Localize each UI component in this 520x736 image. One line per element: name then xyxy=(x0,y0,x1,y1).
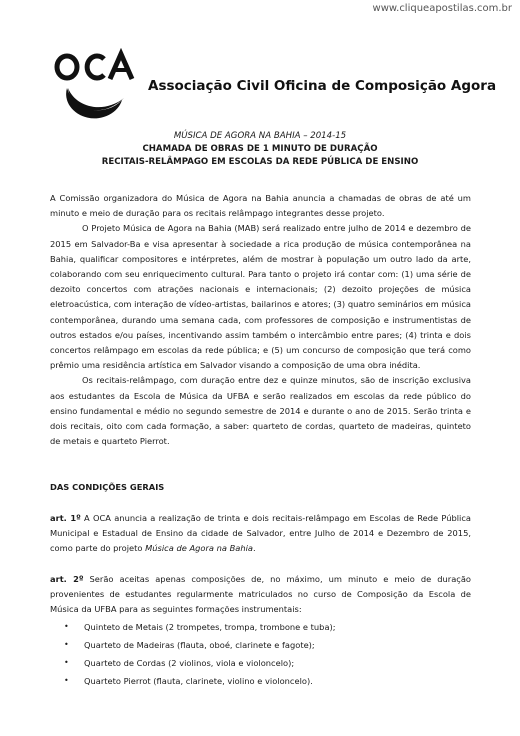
organization-name: Associação Civil Oficina de Composição Agora xyxy=(148,78,497,94)
article-1-label: art. 1º xyxy=(50,513,81,523)
article-2-paragraph xyxy=(50,572,471,618)
intro-paragraph-3: Os recitais-relâmpago, com duração entre dez e quinze minutos, são de inscrição exclusiva aos estudantes da Escola de Música da UFBA e serão realizados em escolas da rede público do ensino fundamental e médio no segundo semestre de 2014 e durante o ano de 2015. Serão trinta e dois recitais, oito com cada formação, a saber: quarteto de cordas, quarteto de madeiras, quinteto de metais e quarteto Pierrot. xyxy=(50,375,471,447)
intro-paragraph-1: A Comissão organizadora do Música de Agora na Bahia anuncia a chamadas de obras de até um minuto e meio de duração para os recitais relâmpago integrantes desse projeto. xyxy=(50,193,471,219)
section-title: DAS CONDIÇÕES GERAIS xyxy=(50,482,165,492)
document-titles xyxy=(50,130,470,169)
list-item: • Quarteto Pierrot (flauta, clarinete, violino e violoncelo). xyxy=(50,672,471,690)
article-2 xyxy=(50,572,471,690)
call-title: CHAMADA DE OBRAS DE 1 MINUTO DE DURAÇÃO xyxy=(142,144,378,154)
formations-list xyxy=(50,618,471,690)
letterhead xyxy=(54,48,497,128)
intro-section xyxy=(50,191,471,449)
intro-paragraph-2: O Projeto Música de Agora na Bahia (MAB) será realizado entre julho de 2014 e dezembro de 2015 em Salvador-Ba e visa apresentar à sociedade a rica produção de música contemporânea na Bahia, qualificar compositores e intérpretes, além de mostrar à população um outro lado da arte, colaborando com seu enriquecimento cultural. Para tanto o projeto irá contar com: (1) uma série de dezoito concertos com atrações nacionais e internacionais; (2) dezoito projeções de música eletroacústica, com interação de vídeo-artistas, bailarinos e atores; (3) quatro seminários em música contemporânea, durando uma semana cada, com professores de composição e instrumentistas de outros estados e/ou países, incentivando assim também o intercâmbio entre pares; (4) trinta e dois concertos relâmpago em escolas da rede pública; e (5) um concurso de composição que terá como prêmio uma residência artística em Salvador visando a composição de uma obra inédita. xyxy=(50,223,471,371)
list-item: • Quarteto de Madeiras (flauta, oboé, clarinete e fagote); xyxy=(50,636,471,654)
site-watermark: www.cliqueapostilas.com.br xyxy=(372,3,512,14)
article-1-paragraph xyxy=(50,511,471,557)
list-item: • Quinteto de Metais (2 trompetes, trompa, trombone e tuba); xyxy=(50,618,471,636)
section-heading-block xyxy=(50,480,471,495)
article-1-end: . xyxy=(253,543,256,554)
program-title: MÚSICA DE AGORA NA BAHIA – 2014-15 xyxy=(173,131,347,141)
article-1-project-name: Música de Agora na Bahia xyxy=(145,543,254,554)
list-item: • Quarteto de Cordas (2 violinos, viola e violoncelo); xyxy=(50,654,471,672)
article-1-text: A OCA anuncia a realização de trinta e dois recitais-relâmpago em Escolas de Rede Pública Municipal e Estadual de Ensino da cidade de Salvador, entre Julho de 2014 e Dezembro de 2015, como parte do projeto xyxy=(50,513,472,554)
call-subtitle: RECITAIS-RELÂMPAGO EM ESCOLAS DA REDE PÚBLICA DE ENSINO xyxy=(101,157,419,167)
oca-logo xyxy=(54,48,136,120)
article-1 xyxy=(50,511,471,557)
article-2-label: art. 2º xyxy=(50,574,84,584)
article-2-text: Serão aceitas apenas composições de, no máximo, um minuto e meio de duração provenientes de estudantes regularmente matriculados no curso de Composição da Escola de Música da UFBA para as seguintes formações instrumentais: xyxy=(50,574,472,615)
